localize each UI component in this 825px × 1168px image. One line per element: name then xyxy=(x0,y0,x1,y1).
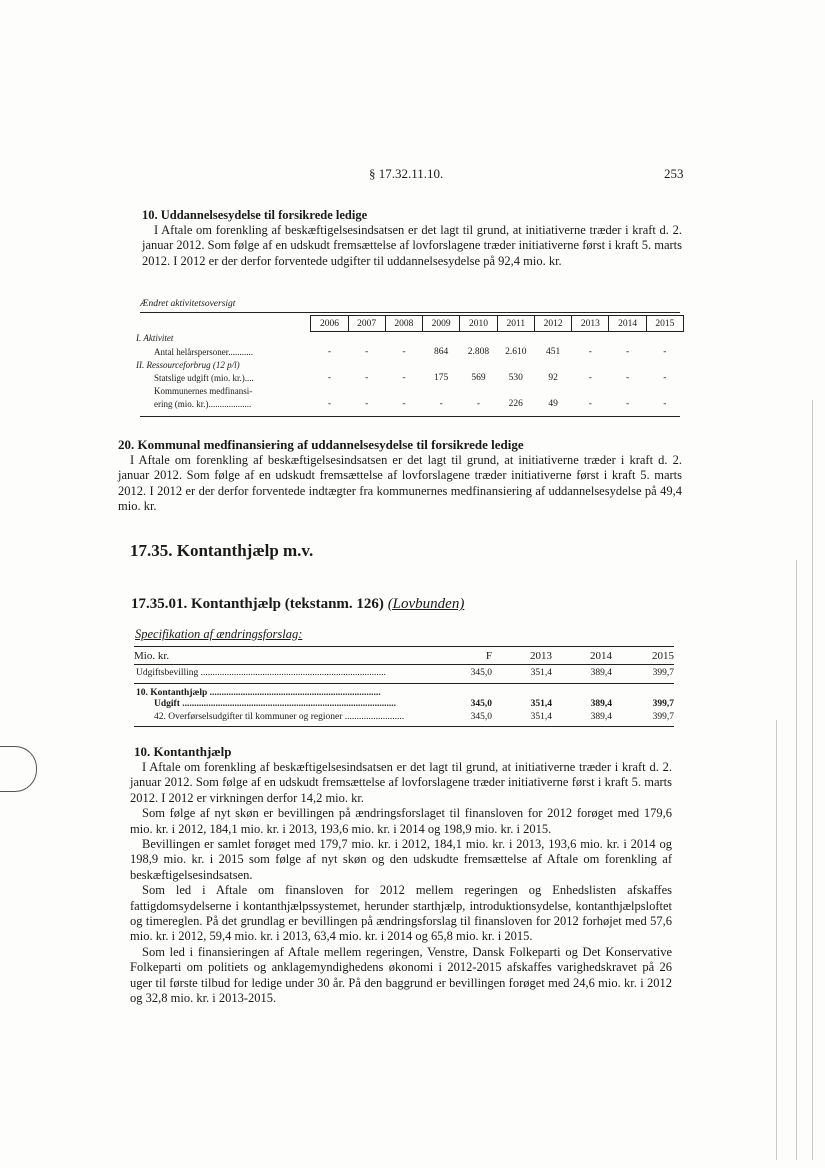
section-10-block xyxy=(142,208,682,269)
spec-row xyxy=(136,712,674,722)
activity-cell: 226 xyxy=(508,398,523,409)
spec-cell: 345,0 xyxy=(470,699,492,709)
activity-header-row xyxy=(136,316,684,332)
chapter-heading-1735: 17.35. Kontanthjælp m.v. xyxy=(130,541,314,560)
punch-hole-mark xyxy=(0,746,37,792)
spec-cell: 389,4 xyxy=(590,668,612,678)
section-10b-paragraph: Som følge af nyt skøn er bevillingen på ændringsforslaget til finansloven for 2012 forøget med 179,6 mio. kr. i 2012, 184,1 mio. kr. i 2013, 193,6 mio. kr. i 2014 og 198,9 mio. kr. i 2015. xyxy=(130,806,672,836)
year-header: 2011 xyxy=(497,316,534,332)
spec-row xyxy=(136,688,674,698)
activity-cell xyxy=(609,332,646,346)
activity-cell: 49 xyxy=(548,398,558,409)
activity-cell xyxy=(609,358,646,371)
activity-cell xyxy=(460,358,497,371)
activity-cell: - xyxy=(402,346,406,357)
spec-cell xyxy=(492,688,552,698)
section-10b-title: 10. Kontanthjælp xyxy=(134,744,232,759)
account-heading-note: (Lovbunden) xyxy=(387,596,465,612)
spec-row-label: Udgiftsbevilling .............................................................................. xyxy=(136,668,386,678)
activity-cell xyxy=(423,332,460,346)
activity-table xyxy=(136,315,684,410)
spec-cell: 389,4 xyxy=(590,712,612,722)
activity-cell: - xyxy=(439,398,443,409)
year-header: 2012 xyxy=(534,316,571,332)
activity-cell xyxy=(534,384,571,397)
activity-cell: - xyxy=(327,372,332,383)
scan-edge-line xyxy=(812,400,813,1160)
activity-cell xyxy=(385,384,422,397)
section-20-title: 20. Kommunal medfinansiering af uddannelsesydelse til forsikrede ledige xyxy=(118,437,524,452)
spec-header-col: 2015 xyxy=(652,650,674,662)
scan-edge-line xyxy=(796,560,797,1160)
activity-row-label: I. Aktivitet xyxy=(136,333,174,344)
section-reference: § 17.32.11.10. xyxy=(369,166,444,181)
year-header: 2013 xyxy=(572,316,609,332)
activity-cell xyxy=(534,358,571,371)
activity-cell: - xyxy=(625,372,630,383)
spec-row-label: Udgift .......................................................................................... xyxy=(154,699,396,709)
activity-row xyxy=(136,345,684,358)
scan-edge-line xyxy=(776,720,777,1160)
year-header: 2008 xyxy=(385,316,422,332)
spec-cell: 399,7 xyxy=(652,699,674,709)
activity-cell xyxy=(348,332,385,346)
activity-cell xyxy=(460,332,497,346)
activity-cell xyxy=(311,358,348,371)
spec-header-col: 2014 xyxy=(590,650,612,662)
activity-cell xyxy=(460,384,497,397)
activity-row-label: Antal helårspersoner........... xyxy=(154,346,253,357)
account-heading-main: 17.35.01. Kontanthjælp (tekstanm. 126) xyxy=(131,596,384,612)
activity-cell xyxy=(609,384,646,397)
spec-header-col: 2013 xyxy=(530,650,552,662)
activity-cell xyxy=(572,358,609,371)
spec-cell xyxy=(612,688,674,698)
activity-cell: - xyxy=(588,372,592,383)
activity-cell: - xyxy=(365,372,369,383)
activity-row-label: ering (mio. kr.)................... xyxy=(154,398,252,409)
activity-cell: 451 xyxy=(545,346,561,357)
activity-cell xyxy=(497,332,534,346)
table-bottom-rule xyxy=(140,416,680,417)
activity-cell: 92 xyxy=(548,372,558,383)
section-10-paragraph: I Aftale om forenkling af beskæftigelsesindsatsen er det lagt til grund, at initiativerne træder i kraft d. 2. januar 2012. Som følge af en udskudt fremsættelse af lovforslagene træder initiativerne først i kraft 5. marts 2012. I 2012 er der derfor forventede udgifter til uddannelsesydelse på 92,4 mio. kr. xyxy=(142,223,682,268)
activity-row-label: Statslige udgift (mio. kr.).... xyxy=(154,372,254,383)
year-header: 2007 xyxy=(348,316,385,332)
activity-cell: 2.808 xyxy=(467,346,490,357)
activity-row xyxy=(136,384,684,397)
year-header: 2006 xyxy=(311,316,348,332)
activity-cell xyxy=(646,358,683,371)
section-10b-paragraph: Bevillingen er samlet forøget med 179,7 mio. kr. i 2012, 184,1 mio. kr. i 2013, 193,6 mio. kr. i 2014 og 198,9 mio. kr. i 2015 som følge af nyt skøn og den udskudte fremsættelse af Aftale om forenkling af beskæftigelsesindsatsen. xyxy=(130,837,672,882)
activity-cell: - xyxy=(588,398,592,409)
activity-cell xyxy=(646,332,683,346)
activity-cell xyxy=(385,358,422,371)
activity-header-blank xyxy=(136,316,311,332)
section-10b-paragraph: Som led i finansieringen af Aftale mellem regeringen, Venstre, Dansk Folkeparti og Det Konservative Folkeparti om politiets og anklagemyndighedens økonomi i 2012-2015 afskaffes varighedskravet på 26 uger til første tilbud for ledige under 30 år. På den baggrund er bevillingen forøget med 24,6 mio. kr. i 2012 og 32,8 mio. kr. i 2013-2015. xyxy=(130,944,672,1006)
spec-cell xyxy=(552,688,612,698)
activity-cell: - xyxy=(327,346,332,357)
year-header: 2010 xyxy=(460,316,497,332)
year-header: 2015 xyxy=(646,316,683,332)
activity-cell: 175 xyxy=(434,372,449,383)
activity-cell: 864 xyxy=(434,346,449,357)
section-20-paragraph: I Aftale om forenkling af beskæftigelsesindsatsen er det lagt til grund, at initiativerne træder i kraft d. 2. januar 2012. Som følge af en udskudt fremsættelse af lovforslagene træder initiativerne først i kraft 5. marts 2012. I 2012 er der derfor forventede indtægter fra kommunernes medfinansiering af uddannelsesydelse på 49,4 mio. kr. xyxy=(118,453,682,514)
activity-cell: - xyxy=(625,398,630,409)
page-number: 253 xyxy=(664,166,684,181)
activity-cell: 2.610 xyxy=(505,346,527,357)
spec-header-col: F xyxy=(485,650,492,662)
activity-cell xyxy=(311,332,348,346)
activity-cell: - xyxy=(327,398,332,409)
table-top-rule xyxy=(140,312,680,313)
section-10b-block xyxy=(130,744,672,1007)
activity-cell: - xyxy=(663,346,667,357)
activity-cell: - xyxy=(588,346,592,357)
spec-bottom-rule xyxy=(134,726,674,727)
spec-cell: 351,4 xyxy=(530,668,552,678)
specification-caption: Specifikation af ændringsforslag: xyxy=(135,627,303,641)
activity-cell xyxy=(572,332,609,346)
activity-cell: - xyxy=(365,398,369,409)
activity-cell xyxy=(423,384,460,397)
section-20-block xyxy=(118,437,682,515)
section-10b-paragraph: Som led i Aftale om finansloven for 2012 mellem regeringen og Enhedslisten afskaffes fattigdomsydelserne i kontanthjælpssystemet, herunder starthjælp, introduktionsydelse, kontanthjælpsloftet og timereglen. På det grundlag er bevillingen på ændringsforslag til finansloven for 2012 forhøjet med 57,6 mio. kr. i 2012, 59,4 mio. kr. i 2013, 63,4 mio. kr. i 2014 og 65,8 mio. kr. i 2015. xyxy=(130,883,672,944)
activity-cell xyxy=(497,384,534,397)
spec-row xyxy=(136,699,674,709)
section-10b-paragraph: I Aftale om forenkling af beskæftigelsesindsatsen er det lagt til grund, at initiativerne træder i kraft d. 2. januar 2012. Som følge af en udskudt fremsættelse af lovforslagene træder initiativerne først i kraft 5. marts 2012. I 2012 er virkningen derfor 14,2 mio. kr. xyxy=(130,760,672,805)
activity-cell: - xyxy=(402,372,406,383)
activity-row xyxy=(136,332,684,346)
activity-cell xyxy=(311,384,348,397)
activity-cell: - xyxy=(476,398,481,409)
spec-cell: 399,7 xyxy=(652,668,674,678)
activity-row xyxy=(136,358,684,371)
spec-top-rule xyxy=(134,646,674,647)
activity-cell xyxy=(534,332,571,346)
spec-row xyxy=(136,668,674,678)
activity-cell: 530 xyxy=(508,372,523,383)
spec-cell: 399,7 xyxy=(652,712,674,722)
spec-cell: 345,0 xyxy=(470,712,492,722)
section-10-title: 10. Uddannelsesydelse til forsikrede ledige xyxy=(142,208,368,222)
year-header: 2009 xyxy=(423,316,460,332)
spec-header-rule xyxy=(134,664,674,665)
spec-cell: 351,4 xyxy=(530,712,552,722)
activity-cell: - xyxy=(365,346,369,357)
activity-cell xyxy=(348,358,385,371)
spec-cell: 389,4 xyxy=(590,699,612,709)
activity-row-label: II. Ressourceforbrug (12 p/l) xyxy=(136,359,240,370)
spec-mid-rule xyxy=(134,683,674,684)
activity-cell: 569 xyxy=(471,372,486,383)
spec-header-label: Mio. kr. xyxy=(134,650,170,662)
activity-cell xyxy=(572,384,609,397)
spec-cell: 351,4 xyxy=(530,699,552,709)
activity-table-caption: Ændret aktivitetsoversigt xyxy=(140,299,236,309)
year-header: 2014 xyxy=(609,316,646,332)
activity-row xyxy=(136,397,684,410)
activity-row xyxy=(136,371,684,384)
spec-cell: 345,0 xyxy=(470,668,492,678)
activity-cell: - xyxy=(402,398,406,409)
activity-cell xyxy=(423,358,460,371)
spec-cell xyxy=(430,688,492,698)
activity-cell xyxy=(385,332,422,346)
activity-cell: - xyxy=(663,372,667,383)
spec-header-row xyxy=(134,650,674,662)
activity-cell: - xyxy=(625,346,630,357)
activity-cell: - xyxy=(663,398,667,409)
spec-row-label: 42. Overførselsudgifter til kommuner og regioner ......................... xyxy=(154,712,405,722)
activity-cell xyxy=(348,384,385,397)
spec-row-label: 10. Kontanthjælp ........................................................................ xyxy=(136,688,381,698)
activity-row-label: Kommunernes medfinansi- xyxy=(154,385,253,396)
activity-cell xyxy=(646,384,683,397)
activity-cell xyxy=(497,358,534,371)
account-heading-173501 xyxy=(131,596,464,613)
